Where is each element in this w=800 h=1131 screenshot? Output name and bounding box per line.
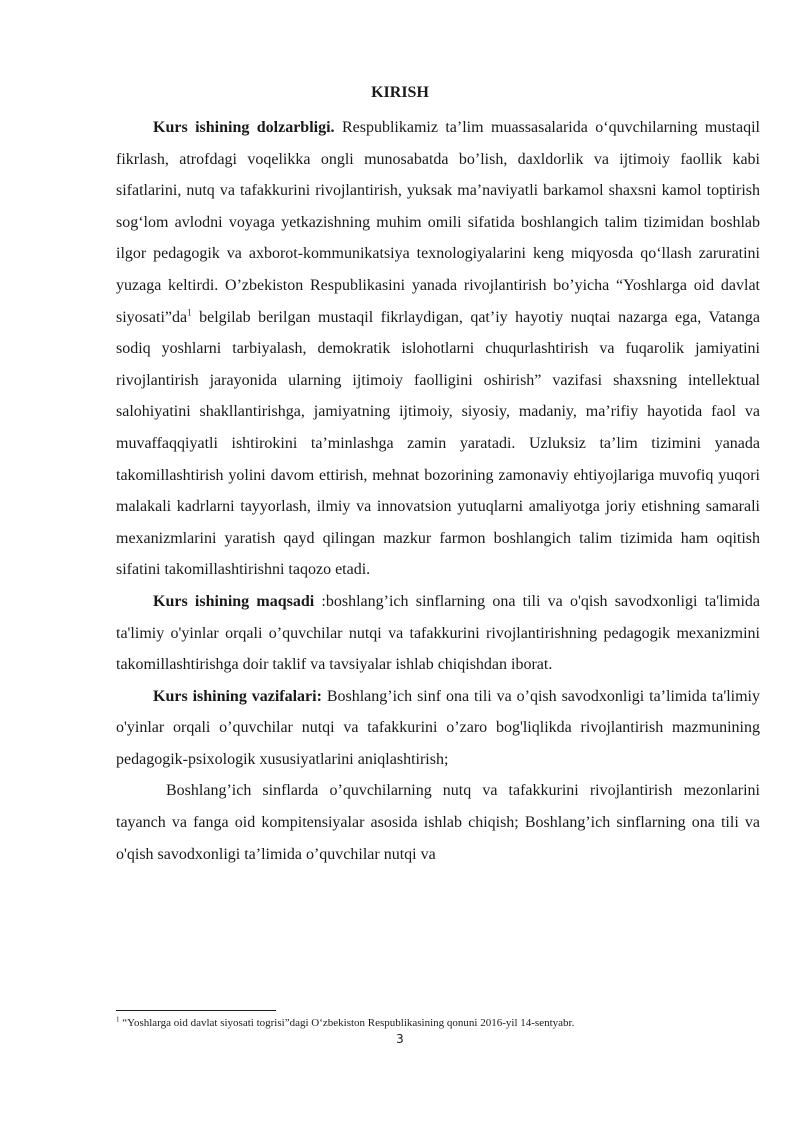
page-number: 3 xyxy=(396,1032,404,1046)
paragraph-text: Respublikamiz ta’lim muassasalarida o‘quvchilarning mustaqil fikrlash, atrofdagi voqelikka ongli munosabatda bo’lish, daxldorlik va ijtimoiy faollik kabi sifatlarini, nutq va tafakkurini rivojlantirish, yuksak ma’naviyatli barkamol shaxsni kamol toptirish sog‘lom avlodni voyaga yetkazishning muhim omili sifatida boshlangich talim tizimidan boshlab ilgor pedagogik va axborot-kommunikatsiya texnologiyalarini keng miqyosda qo‘llash zaruratini yuzaga keltirdi. O’zbekiston Respublikasini yanada rivojlantirish bo’yicha “Yoshlarga oid davlat siyosati”da xyxy=(116,119,760,326)
footnote-marker: 1 xyxy=(116,1015,120,1024)
paragraph-lead: Kurs ishining maqsadi xyxy=(153,592,315,610)
paragraph-text: Boshlang’ich sinflarda o’quvchilarning nutq va tafakkurini rivojlantirish mezonlarini tayanch va fanga oid kompitensiyalar asosida ishlab chiqish; Boshlang’ich sinflarning ona tili va o'qish savodxonligi ta’limida o’quvchilar nutqi va xyxy=(116,782,760,863)
paragraph-lead: Kurs ishining vazifalari: xyxy=(153,687,322,705)
paragraph-goal xyxy=(116,586,760,681)
document-body xyxy=(116,112,760,870)
footnote-reference[interactable]: 1 xyxy=(187,307,192,318)
footnote-separator xyxy=(116,1010,276,1011)
paragraph-task-continuation xyxy=(116,775,760,870)
footnote xyxy=(116,1016,760,1030)
paragraph-relevance xyxy=(116,112,760,586)
paragraph-tasks xyxy=(116,681,760,776)
paragraph-text: :boshlang’ich sinflarning ona tili va o'qish savodxonligi ta'limida ta'limiy o'yinlar orqali o’quvchilar nutqi va tafakkurini rivojlantirishning pedagogik mexanizmini takomillashtirishga doir taklif va tavsiyalar ishlab chiqishdan iborat. xyxy=(116,592,760,674)
paragraph-lead: Kurs ishining dolzarbligi. xyxy=(153,119,335,136)
section-heading: KIRISH xyxy=(371,84,429,101)
paragraph-text: belgilab berilgan mustaqil fikrlaydigan, qat’iy hayotiy nuqtai nazarga ega, Vatanga sodiq yoshlarni tarbiyalash, demokratik islohotlarni chuqurlashtirish va fuqarolik jamiyatini rivojlantirish jarayonida ularning ijtimoiy faolligini oshirish” vazifasi shaxsning intellektual salohiyatini shakllantirishga, jamiyatning ijtimoiy, siyosiy, madaniy, ma’rifiy hayotida faol va muvaffaqqiyatli ishtirokini ta’minlashga zamin yaratadi. Uzluksiz ta’lim tizimini yanada takomillashtirish yolini davom ettirish, mehnat bozorining zamonaviy ehtiyojlariga muvofiq yuqori malakali kadrlarni tayyorlash, ilmiy va innovatsion yutuqlarni amaliyotga joriy etishning samarali mexanizmlarini yaratish qayd qilingan mazkur farmon boshlangich talim tizimida ham oqitish sifatini takomillashtirishni taqozo etadi. xyxy=(116,308,760,579)
paragraph-text: Boshlang’ich sinf ona tili va o’qish savodxonligi ta’limida ta'limiy o'yinlar orqali o’quvchilar nutqi va tafakkurini o’zaro bog'liqlikda rivojlantirish mazmunining pedagogik-psixologik xususiyatlarini aniqlashtirish; xyxy=(116,687,761,768)
footnote-text: “Yoshlarga oid davlat siyosati togrisi”dagi O‘zbekiston Respublikasining qonuni 2016-yil 14-sentyabr. xyxy=(119,1017,575,1029)
